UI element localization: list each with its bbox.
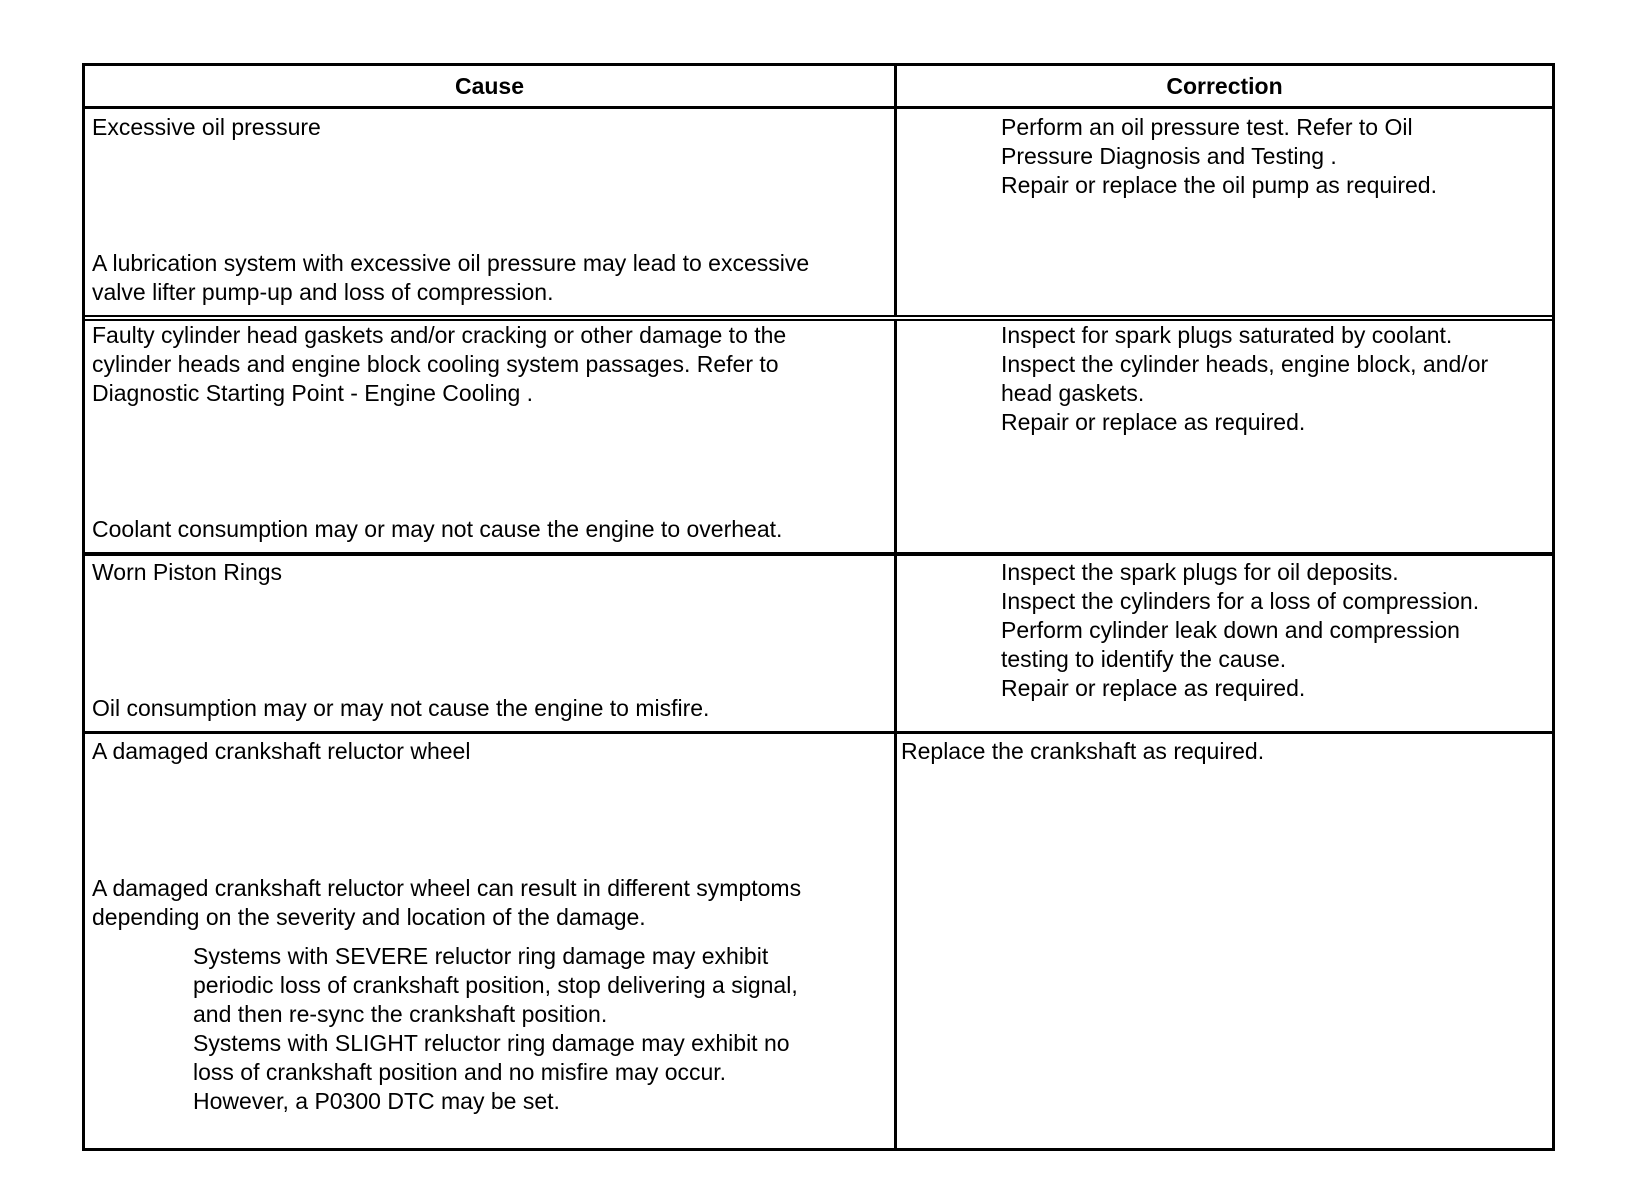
row2-cause-note: Coolant consumption may or may not cause the engine to overheat. (92, 516, 783, 542)
row1-cause-title: Excessive oil pressure (92, 114, 321, 140)
column-divider (894, 66, 897, 1148)
header-cause: Cause (454, 72, 525, 99)
row1-cause-note: A lubrication system with excessive oil pressure may lead to excessive valve lifter pump-up and loss of compression. (92, 250, 810, 305)
row2-correction: Inspect for spark plugs saturated by coolant. Inspect the cylinder heads, engine block, and/or head gaskets. Repair or replace as required. (1001, 322, 1489, 435)
row-divider (85, 552, 1552, 556)
row4-cause-bullets: Systems with SEVERE reluctor ring damage may exhibit periodic loss of crankshaft position, stop delivering a signal, and then re-sync the crankshaft position. Systems with SLIGHT reluctor ring damage may exhibit no loss of crankshaft position and no misfire may occur. However, a P0300 DTC may be set. (193, 943, 798, 1114)
row-divider (85, 731, 1552, 734)
row4-cause: A damaged crankshaft reluctor wheel (92, 738, 471, 764)
row3-correction: Inspect the spark plugs for oil deposits. Inspect the cylinders for a loss of compression. Perform cylinder leak down and compression testing to identify the cause. Repair or replace as required. (1001, 559, 1480, 701)
diagnosis-table (82, 63, 1555, 1151)
row2-cause: Faulty cylinder head gaskets and/or cracking or other damage to the cylinder heads and engine block cooling system passages. Refer to Diagnostic Starting Point - Engine Cooling . (92, 322, 787, 406)
row3-cause: Worn Piston Rings (92, 559, 283, 585)
row1-cause (92, 113, 321, 142)
row4-cause-note: A damaged crankshaft reluctor wheel can result in different symptoms depending on the severity and location of the damage. (92, 875, 802, 930)
header-correction: Correction (1166, 72, 1283, 99)
row4-correction: Replace the crankshaft as required. (901, 738, 1265, 764)
row1-correction: Perform an oil pressure test. Refer to Oil Pressure Diagnosis and Testing . Repair or replace the oil pump as required. (1001, 114, 1437, 198)
header-divider (85, 106, 1552, 109)
row3-cause-note: Oil consumption may or may not cause the engine to misfire. (92, 695, 710, 721)
